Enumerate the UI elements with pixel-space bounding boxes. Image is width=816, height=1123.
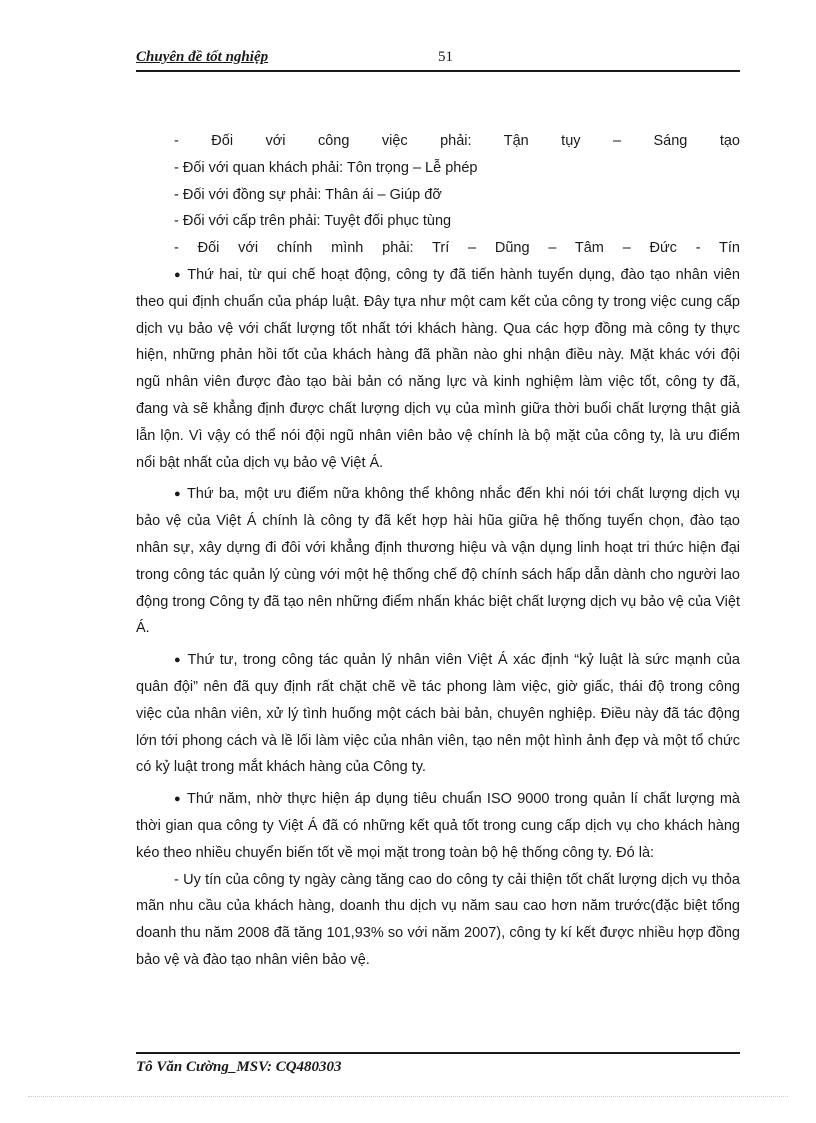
paragraph-fifth <box>136 786 740 866</box>
document-title: Chuyên đề tốt nghiệp <box>136 49 269 65</box>
footer-author: Tô Văn Cường_MSV: CQ480303 <box>136 1059 342 1075</box>
paragraph-third <box>136 481 740 642</box>
paragraph-second <box>136 262 740 476</box>
page-header <box>136 46 740 72</box>
list-item-1: - Đối với công việc phải: Tận tụy – Sáng tạo <box>174 133 740 149</box>
page-footer <box>136 1052 740 1075</box>
paragraph-reputation: - Uy tín của công ty ngày càng tăng cao do công ty cải thiện tốt chất lượng dịch vụ thỏa mãn nhu cầu của khách hàng, doanh thu dịch vụ năm sau cao hơn năm trước(đặc biệt tổng doanh thu năm 2008 đã tăng 101,93% so với năm 2007), công ty kí kết được nhiều hợp đồng bảo vệ và đào tạo nhân viên bảo vệ. <box>136 871 740 968</box>
list-item-4: - Đối với cấp trên phải: Tuyệt đối phục tùng <box>174 213 452 230</box>
list-item-2: - Đối với quan khách phải: Tôn trọng – Lễ phép <box>174 159 478 176</box>
paragraph-fifth-text: Thứ năm, nhờ thực hiện áp dụng tiêu chuẩn ISO 9000 trong quản lí chất lượng mà thời gian qua công ty Việt Á đã có những kết quả tốt trong cung cấp dịch vụ cho khách hàng kéo theo nhiều chuyển biến tốt về mọi mặt trong toàn bộ hệ thống công ty. Đó là: <box>136 791 740 861</box>
page-boundary-divider <box>28 1096 788 1097</box>
paragraph-fourth <box>136 647 740 781</box>
list-item-3: - Đối với đồng sự phải: Thân ái – Giúp đỡ <box>174 186 442 203</box>
bullet-icon: ● <box>174 793 182 806</box>
bullet-icon: ● <box>174 654 183 667</box>
bullet-icon: ● <box>174 488 182 501</box>
list-item-5: - Đối với chính mình phải: Trí – Dũng – Tâm – Đức - Tín <box>174 240 740 257</box>
page-number: 51 <box>438 49 453 65</box>
paragraph-second-text: Thứ hai, từ qui chế hoạt động, công ty đã tiến hành tuyển dụng, đào tạo nhân viên theo qui định chuẩn của pháp luật. Đây tựa như một cam kết của công ty trong việc cung cấp dịch vụ bảo vệ với chất lượng tốt nhất tới khách hàng. Qua các hợp đồng mà công ty thực hiện, những phản hồi tốt của khách hàng đã phần nào ghi nhận điều này. Mặt khác với đội ngũ nhân viên được đào tạo bài bản có năng lực và kinh nghiệm làm việc tốt, công ty đã, đang và sẽ khẳng định được chất lượng dịch vụ của mình giữa thời buổi chất lượng thật giả lẫn lộn. Vì vậy có thể nói đội ngũ nhân viên bảo vệ chính là bộ mặt của công ty, là ưu điểm nổi bật nhất của dịch vụ bảo vệ Việt Á. <box>136 266 740 471</box>
document-body <box>136 128 740 974</box>
paragraph-third-text: Thứ ba, một ưu điểm nữa không thể không nhắc đến khi nói tới chất lượng dịch vụ bảo vệ của Việt Á chính là công ty đã kết hợp hài hũa giữa hệ thống tuyển chọn, đào tạo nhân sự, xây dựng đi đôi với khẳng định thương hiệu và vận dụng linh hoạt tri thức hiện đại trong công tác quản lý cùng với một hệ thống chế độ chính sách hấp dẫn dành cho người lao động trong Công ty đã tạo nên những điểm nhấn khác biệt chất lượng dịch vụ bảo vệ của Việt Á. <box>136 486 740 637</box>
paragraph-fourth-text: Thứ tư, trong công tác quản lý nhân viên Việt Á xác định “kỷ luật là sức mạnh của quân đội” nên đã quy định rất chặt chẽ về tác phong làm việc, giờ giấc, thái độ trong công việc của nhân viên, xử lý tình huống một cách bài bản, chuyên nghiệp. Điều này đã tác động lớn tới phong cách và lề lối làm việc của nhân viên, tạo nên một hình ảnh đẹp và một tổ chức có kỷ luật trong mắt khách hàng của Công ty. <box>136 652 740 776</box>
bullet-icon: ● <box>174 268 183 281</box>
